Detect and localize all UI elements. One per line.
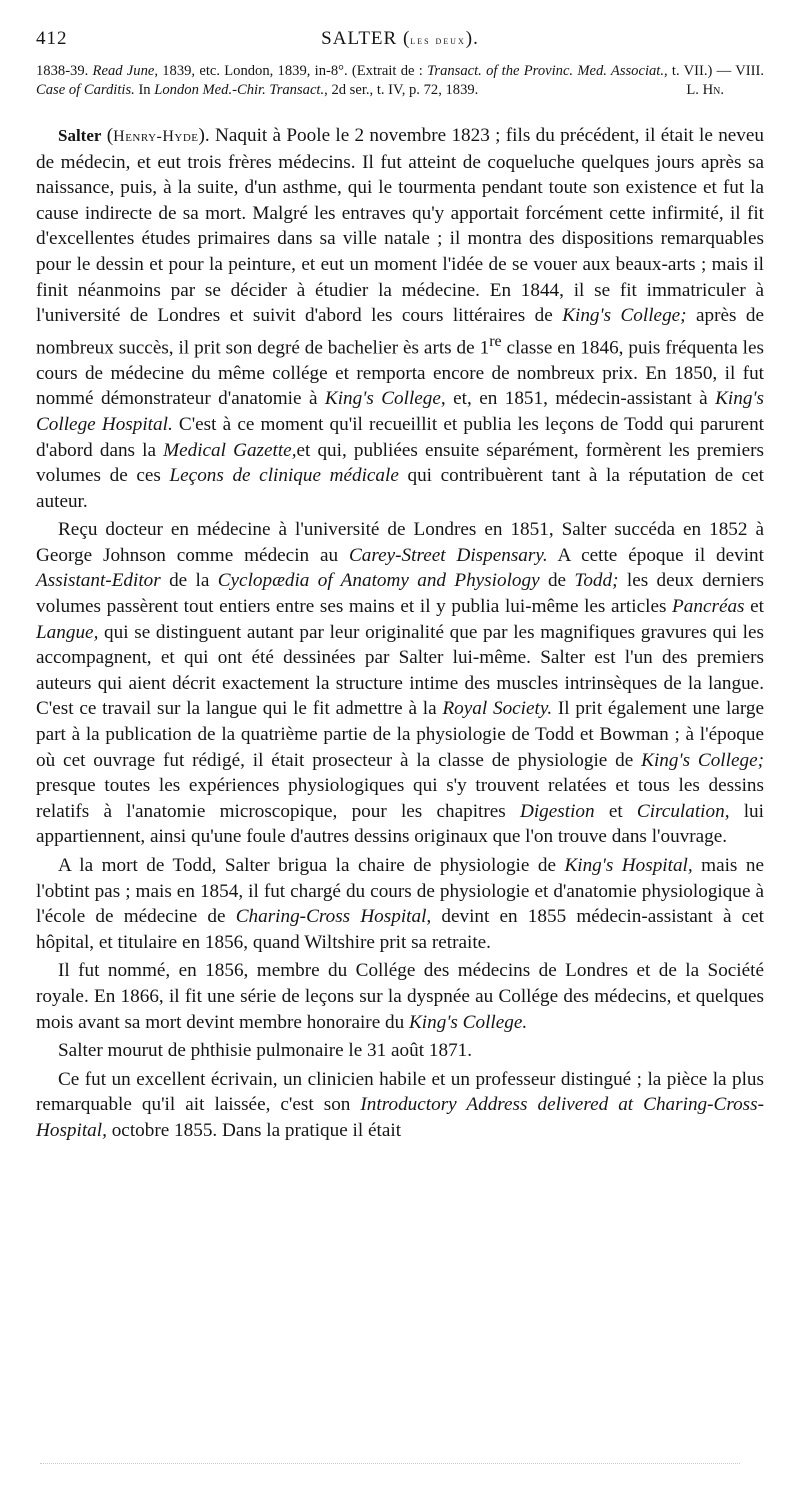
running-title-smallcaps: les deux (410, 33, 466, 47)
italic-span: Assistant-Editor (36, 570, 161, 592)
bib-text: , 2d ser., t. IV, p. 72, 1839. (324, 82, 479, 98)
text-span: A la mort de Todd, Salter brigua la chaire de physiologie de (58, 855, 565, 877)
text-span: Reçu docteur en médecine à l'université de Londres en 1851, Salter succéda en 1852 à George Johnson comme médecin au (36, 519, 764, 566)
paragraph-2 (36, 517, 764, 850)
book-page (36, 28, 764, 1147)
italic-span: King's College Hospital. (36, 388, 764, 435)
text-span: les deux derniers volumes passèrent tout entiers entre ses mains et il y publia lui-même les articles (36, 570, 764, 618)
italic-span: Digestion (519, 800, 595, 822)
superscript: re (489, 332, 502, 350)
text-span: Il fut nommé, en 1856, membre du Collége des médecins de Londres et de la Société royale. En 1866, il fit une série de leçons sur la dyspnée au Collége des médecins, et quelques mois avant sa mort devint membre honoraire du (36, 960, 764, 1033)
italic-span: Royal Society. (442, 698, 553, 720)
italic-span: Circulation, (636, 800, 730, 822)
paragraph-6 (36, 1067, 764, 1144)
text-span: Naquit à Poole le 2 novembre 1823 ; fils du précédent, il était le neveu de médecin, et eut trois frères médecins. Il fut atteint de coqueluche quelques jours après sa naissance, puis, à la suite, d'un asthme, qui le tourmenta pendant toute son existence et fut la cause indirecte de sa mort. Malgré les entraves qu'y apportait forcément cette infirmité, il fit d'excellentes études primaires dans sa ville natale ; il montra des dispositions remarquables pour le dessin et pour la peinture, et eut un moment l'idée de se vouer aux beaux-arts ; mais il finit néanmoins par se décider à étudier la médecine. En 1844, il se fit immatriculer à l'université de Londres et suivit d'abord les cours littéraires de (36, 125, 765, 327)
author-signature: L. Hn. (686, 82, 724, 98)
text-span: Ce fut un excellent écrivain, un clinicien habile et un professeur distingué ; la pièce la plus remarquable qu'il ait laissée, c'est son (36, 1068, 764, 1116)
running-head (36, 28, 764, 62)
italic-span: Pancréas (672, 596, 745, 618)
text-span: C'est à ce moment qu'il recueillit et publia les leçons de Todd qui parurent d'abord dans la (36, 413, 764, 461)
entry-first-names: Henry-Hyde (113, 128, 199, 145)
text-span: octobre 1855. Dans la pratique il était (106, 1119, 402, 1141)
italic-span: Cyclopædia of Anatomy and Physiology (217, 570, 540, 592)
text-span: qui se distinguent autant par leur originalité que par les magnifiques gravures qui les accompagnent, et qui ont été dessinées par Salter lui-même. Salter est l'un des premiers auteurs qui aient décrit exactement la structure intime des muscles intrinsèques de la langue. C'est ce travail sur la langue qui le fit admettre à la (36, 621, 764, 720)
italic-span: Introductory Address delivered at Charing-Cross-Hospital, (36, 1094, 764, 1141)
italic-span: Charing-Cross Hospital, (235, 906, 432, 928)
text-span: de (539, 570, 575, 592)
page-number: 412 (36, 28, 68, 49)
paragraph-3 (36, 853, 764, 955)
entry-name: Salter (58, 126, 102, 145)
italic-span: Langue, (36, 621, 99, 643)
italic-span: King's College (324, 388, 441, 410)
paragraph-1 (36, 123, 764, 514)
bib-italic: Transact. of the Provinc. Med. Associat. (427, 63, 665, 79)
text-span: A cette époque il devint (547, 544, 764, 566)
italic-span: King's Hospital, (564, 855, 693, 877)
bib-text: , t. VII.) — VIII. (664, 63, 764, 79)
running-title-end: ). (465, 28, 479, 49)
text-span: de la (160, 570, 218, 592)
text-span: classe en 1846, puis fréquenta les cours de médecine du même collége et remporta encore de nombreux prix. En 1850, il fut nommé démonstrateur d'anatomie à (36, 337, 764, 410)
text-span: et qui, publiées ensuite séparément, formèrent les premiers volumes de ces (36, 439, 764, 487)
text-span: presque toutes les expériences physiologiques qui s'y trouvent relatées et tous les dessins relatifs à l'anatomie microscopique, pour les chapitres (36, 775, 764, 822)
running-title-main: SALTER ( (321, 28, 411, 49)
bottom-bleed-line (40, 1463, 740, 1464)
italic-span: Todd; (574, 570, 619, 592)
italic-span: Carey-Street Dispensary. (348, 544, 548, 566)
bib-italic: Read June (92, 63, 155, 79)
running-title (36, 28, 764, 50)
bib-text: In (134, 82, 155, 98)
paragraph-5 (36, 1038, 764, 1064)
bib-italic: London Med.-Chir. Transact. (154, 82, 325, 98)
bib-text: , 1839, etc. London, 1839, in-8°. (Extrait de : (154, 63, 428, 79)
text-span: après de nombreux succès, il prit son degré de bachelier ès arts de 1 (36, 305, 764, 359)
text-span: ). (198, 125, 216, 146)
bib-italic: Case of Carditis. (36, 82, 135, 98)
italic-span: Leçons de clinique médicale (169, 465, 399, 487)
paragraph-4 (36, 958, 764, 1035)
bibliography-continuation (36, 62, 764, 100)
italic-span: Medical Gazette, (163, 439, 297, 461)
italic-span: King's College. (409, 1011, 528, 1033)
bib-text: 1838-39. (36, 63, 93, 79)
text-span: ( (101, 125, 114, 146)
italic-span: King's College; (641, 749, 764, 771)
text-span: mais ne l'obtint pas ; mais en 1854, il fut chargé du cours de physiologie et d'anatomie physiologique à l'école de médecine de (36, 855, 764, 928)
text-span: devint en 1855 médecin-assistant à cet hôpital, et titulaire en 1856, quand Wiltshire prit sa retraite. (36, 906, 764, 953)
text-span: , et, en 1851, médecin-assistant à (440, 388, 716, 410)
text-span: et (594, 800, 637, 822)
text-span: Il prit également une large part à la publication de la quatrième partie de la physiologie de Todd et Bowman ; à l'époque où cet ouvrage fut rédigé, il était prosecteur à la classe de physiologie de (36, 698, 764, 771)
text-span: lui appartiennent, ainsi qu'une foule d'autres dessins originaux que l'on trouve dans l'ouvrage. (36, 800, 764, 848)
text-span: qui contribuèrent tant à la réputation de cet auteur. (36, 465, 764, 512)
italic-span: King's College; (562, 305, 687, 327)
text-span: et (744, 596, 764, 618)
text-span: Salter mourut de phthisie pulmonaire le 31 août 1871. (58, 1040, 473, 1062)
